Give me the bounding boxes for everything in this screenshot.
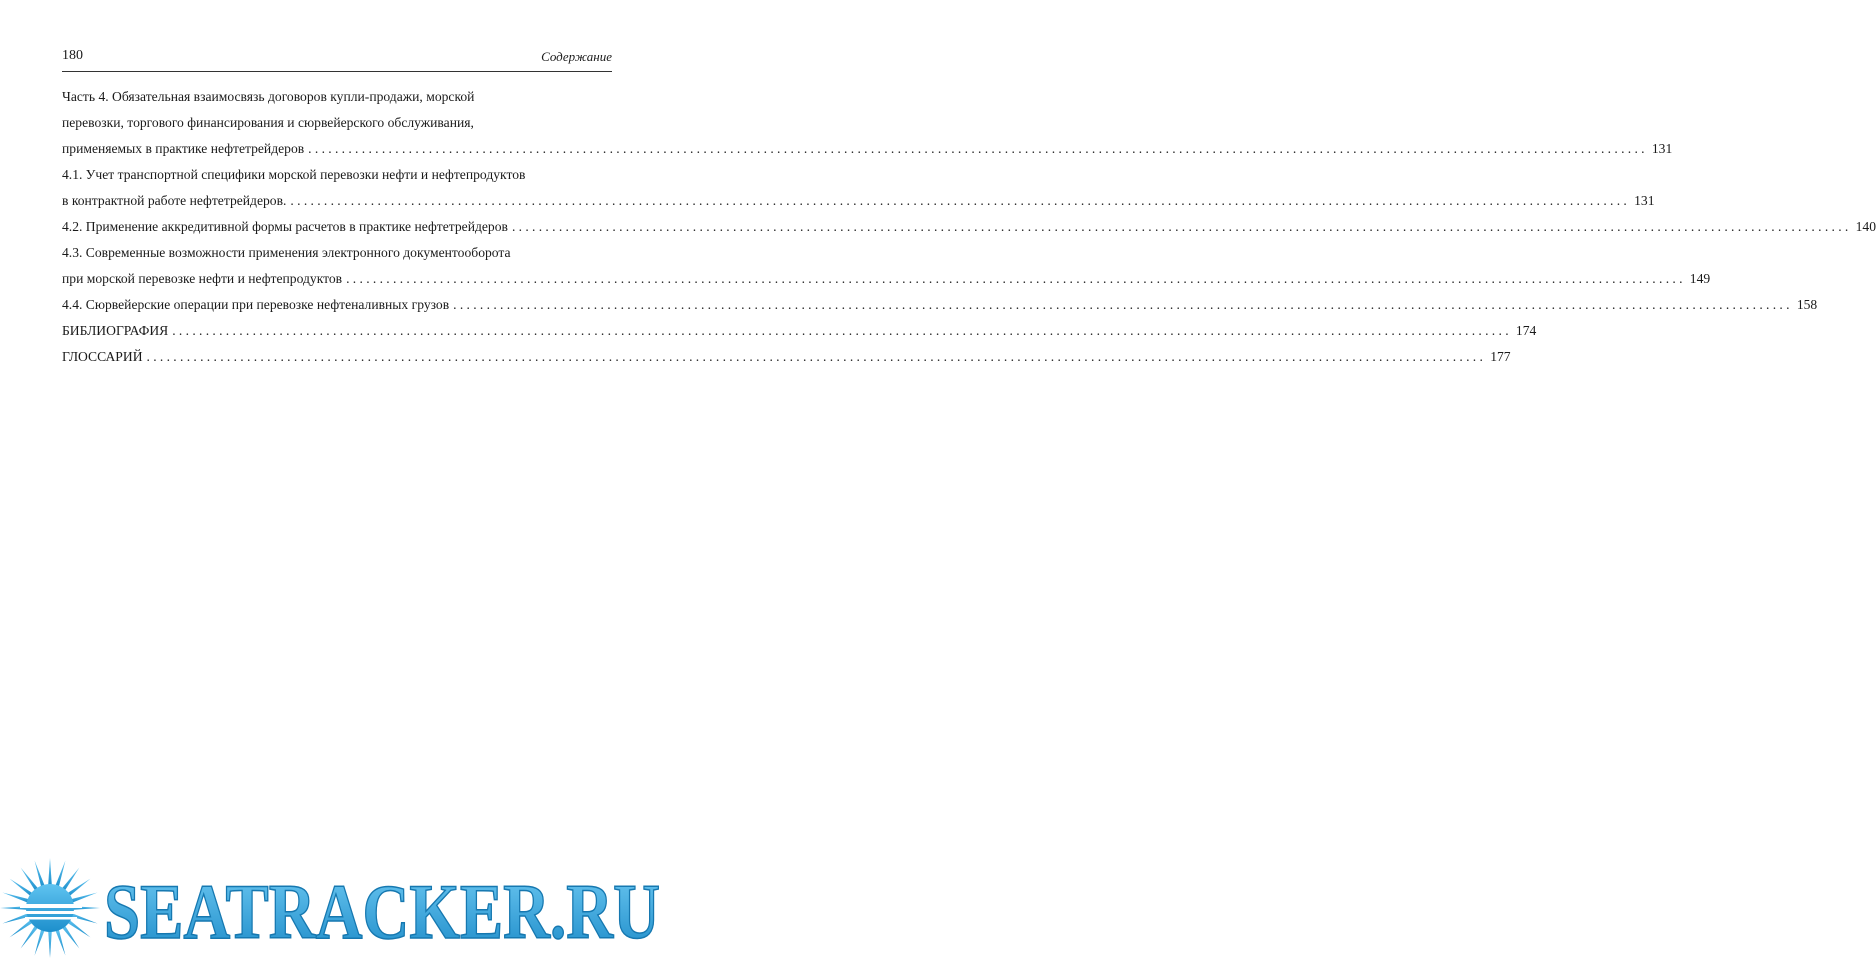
sun-ray: [70, 893, 97, 903]
page-number: 180: [62, 48, 83, 63]
toc-entry-text: 4.4. Сюрвейерские операции при перевозке нефтеналивных грузов: [62, 297, 450, 312]
toc-entry-text: 4.1. Учет транспортной специфики морской перевозки нефти и нефтепродуктов: [62, 167, 526, 182]
toc-entry-text: при морской перевозке нефти и нефтепродуктов: [62, 271, 343, 286]
dot-leader: ........................................................................................................................................................................................................: [290, 193, 1631, 208]
header-rule: [62, 71, 612, 72]
sun-ray: [55, 928, 65, 955]
toc-entry-part-4[interactable]: [62, 84, 1673, 162]
toc-entry-text: применяемых в практике нефтетрейдеров: [62, 141, 305, 156]
sun-logo-icon: [0, 856, 110, 959]
sun-ray: [35, 860, 45, 887]
toc-entry-bibliography[interactable]: [62, 318, 1537, 344]
sun-ray: [55, 860, 65, 887]
toc-entry-text: БИБЛИОГРАФИЯ: [62, 323, 169, 338]
toc-page-number: 140: [1855, 219, 1876, 234]
toc-entry-4-2[interactable]: [62, 214, 1876, 240]
svg-text:SEATRACKER.RU: SEATRACKER.RU: [104, 868, 660, 955]
toc-entry-glossary[interactable]: [62, 344, 1511, 370]
toc-entry-text: в контрактной работе нефтетрейдеров.: [62, 193, 287, 208]
running-head-title: Содержание: [541, 49, 612, 64]
toc-entry-text: 4.3. Современные возможности применения электронного документооборота: [62, 245, 511, 260]
dot-leader: ........................................................................................................................................................................................................: [346, 271, 1686, 286]
toc-page-number: 131: [1634, 193, 1655, 208]
dot-leader: ........................................................................................................................................................................................................: [511, 219, 1852, 234]
sun-ray: [2, 893, 29, 903]
toc-entry-4-4[interactable]: [62, 292, 1818, 318]
toc-page-number: 177: [1490, 349, 1511, 364]
toc-entry-text: Часть 4. Обязательная взаимосвязь договоров купли-продажи, морской: [62, 89, 475, 104]
dot-leader: ........................................................................................................................................................................................................: [146, 349, 1487, 364]
sun-ray: [48, 858, 52, 886]
toc-entry-text: 4.2. Применение аккредитивной формы расчетов в практике нефтетрейдеров: [62, 219, 508, 234]
toc-page-number: 158: [1796, 297, 1818, 312]
toc-entry-text: перевозки, торгового финансирования и сюрвейерского обслуживания,: [62, 115, 474, 130]
dot-leader: ........................................................................................................................................................................................................: [308, 141, 1648, 156]
toc-entry-4-1[interactable]: [62, 162, 1655, 214]
toc-page-number: 149: [1689, 271, 1711, 286]
toc-entry-text: ГЛОССАРИЙ: [62, 349, 143, 364]
watermark-logo: [104, 868, 664, 955]
sun-ray: [35, 928, 45, 955]
dot-leader: ........................................................................................................................................................................................................: [453, 297, 1793, 312]
page-header: [62, 46, 612, 68]
toc-page-number: 131: [1651, 141, 1673, 156]
table-of-contents: [62, 84, 1876, 370]
dot-leader: ........................................................................................................................................................................................................: [172, 323, 1512, 338]
toc-entry-4-3[interactable]: [62, 240, 1711, 292]
toc-page-number: 174: [1515, 323, 1537, 338]
sun-ray: [48, 930, 52, 958]
